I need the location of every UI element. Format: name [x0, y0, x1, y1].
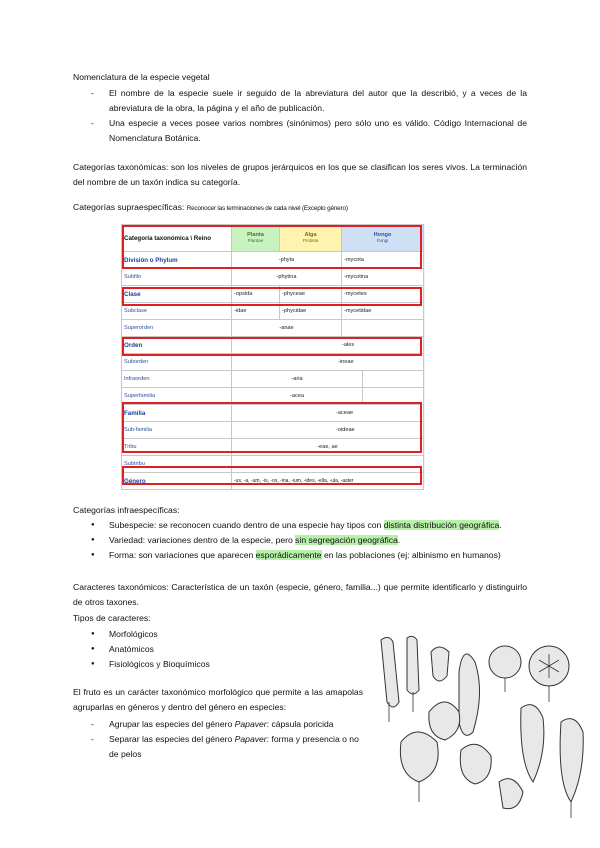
table-cell [363, 371, 424, 388]
table-cell: -us, -a, -um, -is, -os, -ina, -ium, -ides, -ella, -ula, -aster [232, 473, 424, 490]
fruit-list [87, 717, 365, 762]
seed-head [499, 779, 523, 809]
row-label: División o Phylum [122, 252, 232, 269]
table-cell: -ineae [232, 354, 424, 371]
list-item: ● Forma: son variaciones que aparecen esporádicamente en las poblaciones (ej: albinismo en humanos) [87, 548, 537, 563]
characters-paragraph: Caracteres taxonómicos: Característica de un taxón (especie, género, familia...) que permite identificarlo y distinguirlo de otros taxones. [73, 582, 527, 607]
header-category: Categoría taxonómica \ Reino [122, 225, 232, 252]
row-label: Género [122, 473, 232, 490]
capsule-oval [429, 702, 460, 740]
highlight-frame-division [122, 225, 422, 269]
table-cell: -phyta [232, 252, 342, 269]
header-alga: Alga Protista [280, 225, 342, 252]
row-label: Familia [122, 405, 232, 422]
capsule-narrow [407, 636, 419, 694]
list-item: - Una especie a veces posee varios nombres (sinónimos) pero sólo uno es válido. Código Internacional de Nomenclatura Botánica. [87, 116, 527, 146]
table-cell: -ales [232, 337, 424, 354]
supra-note: Reconocer las terminaciones de cada nivel (Excepto género) [186, 205, 348, 212]
list-item: ● Variedad: variaciones dentro de la especie, pero sin segregación geográfica. [87, 533, 537, 548]
table-cell: -aria [232, 371, 363, 388]
types-list [87, 627, 210, 672]
list-item: ● Morfológicos [87, 627, 210, 642]
list-item: - Agrupar las especies del género Papaver: cápsula poricida [87, 717, 365, 732]
row-label: Superorden [122, 320, 232, 337]
nomenclature-title: Nomenclatura de la especie vegetal [73, 72, 210, 82]
poppy-fruits-illustration [363, 632, 595, 822]
capsule-tall [521, 705, 544, 782]
highlight-frame-genus [122, 466, 422, 485]
infra-list [87, 518, 537, 563]
row-label: Tribu [122, 439, 232, 456]
table-cell: -mycetidae [342, 303, 424, 320]
row-label: Subfilo [122, 269, 232, 286]
highlight-frame-class [122, 287, 422, 306]
row-label: Sub-familia [122, 422, 232, 439]
table-cell: -idae [232, 303, 280, 320]
table-cell: -eae, ae [232, 439, 424, 456]
row-label: Infraorden [122, 371, 232, 388]
table-row [122, 269, 424, 286]
highlight-frame-family [122, 402, 422, 453]
table-cell: -opsida [232, 286, 280, 303]
table-row [122, 371, 424, 388]
table-cell: -aceae [232, 405, 424, 422]
list-item: ● Fisiológicos y Bioquímicos [87, 657, 210, 672]
table-cell: -phytina [232, 269, 342, 286]
infra-label: Categorías infraespecíficas: [73, 505, 180, 515]
table-cell: -oideae [232, 422, 424, 439]
table-cell: -phyceae [280, 286, 342, 303]
supra-label: Categorías supraespecíficas: [73, 202, 185, 212]
highlight: sin segregación geográfica [295, 535, 398, 545]
table-cell: -mycotina [342, 269, 424, 286]
capsule-leaf [459, 654, 480, 735]
taxonomy-table [121, 224, 425, 486]
capsule-globose [400, 732, 438, 782]
table-cell [342, 320, 424, 337]
capsule-elongated [381, 637, 399, 707]
header-plant: Planta Plantae [232, 225, 280, 252]
list-item: ● Anatómicos [87, 642, 210, 657]
row-label: Clase [122, 286, 232, 303]
highlight-frame-order [122, 337, 422, 356]
highlight: esporádicamente [255, 550, 322, 560]
row-label: Suborden [122, 354, 232, 371]
capsule-right [560, 719, 583, 802]
list-item: ● Subespecie: se reconocen cuando dentro de una especie hay tipos con distinta distribución geográfica. [87, 518, 537, 533]
fruit-paragraph: El fruto es un carácter taxonómico morfológico que permite a las amapolas agruparlas en géneros y dentro del género en especies: [73, 687, 363, 712]
highlight: distinta distribución geográfica [383, 520, 500, 530]
types-label: Tipos de caracteres: [73, 613, 151, 623]
nomenclature-list [87, 86, 527, 146]
table-row [122, 320, 424, 337]
list-item: - Separar las especies del género Papaver: forma y presencia o no de pelos [87, 732, 365, 762]
row-label: Superfamilia [122, 388, 232, 405]
capsule-small [431, 647, 449, 681]
list-item: - El nombre de la especie suele ir seguido de la abreviatura del autor que la describió, y a veces de la abreviatura de la obra, la página y el año de publicación. [87, 86, 527, 116]
row-label: Subclase [122, 303, 232, 320]
table-row [122, 354, 424, 371]
categories-paragraph: Categorías taxonómicas: son los niveles de grupos jerárquicos en los que se clasifican los seres vivos. La terminación del nombre de un taxón indica su categoría. [73, 162, 527, 187]
supra-heading [73, 200, 348, 216]
capsule-round [489, 646, 521, 678]
table-cell: -phycidae [280, 303, 342, 320]
capsule-bottom [460, 744, 491, 784]
table-cell: -mycetes [342, 286, 424, 303]
table-cell: -acea [232, 388, 363, 405]
row-label: Subtribu [122, 456, 232, 473]
table-cell: -mycota [342, 252, 424, 269]
row-label: Orden [122, 337, 232, 354]
header-fungus: Hongo Fungi [342, 225, 424, 252]
table-cell: -anae [232, 320, 342, 337]
